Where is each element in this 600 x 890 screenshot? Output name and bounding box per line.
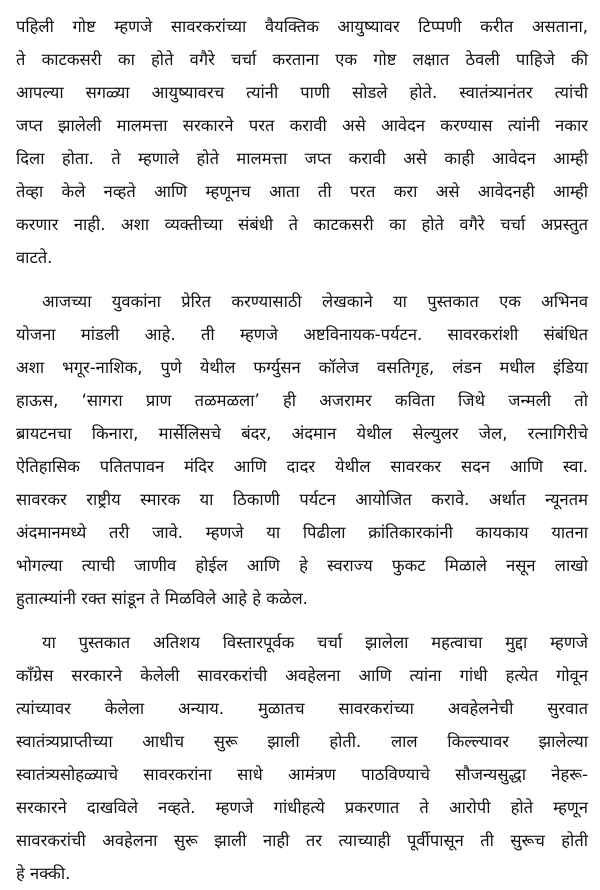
text-line: ऐतिहासिक पतितपावन मंदिर आणि दादर येथील सावरकर सदन आणि स्वा. [16,457,588,476]
text-line: तेव्हा केले नव्हते आणि म्हणूनच आता ती परत करा असे आवेदनही आम्ही [16,182,588,201]
text-line: आपल्या सगळ्या आयुष्यावरच त्यांनी पाणी सोडले होते. स्वातंत्र्यानंतर त्यांची [16,83,588,102]
text-line: त्यांच्यावर केलेला अन्याय. मुळातच सावरकरांच्या अवहेलनेची सुरवात [16,699,588,718]
text-line: हुतात्म्यांनी रक्त सांडून ते मिळविले आहे हे कळेल. [16,589,308,608]
text-line: दिला होता. ते म्हणाले होते मालमत्ता जप्त करावी असे काही आवेदन आम्ही [16,149,588,168]
paragraph-2 [16,285,588,615]
text-line: योजना मांडली आहे. ती म्हणजे अष्टविनायक-पर्यटन. सावरकरांशी संबंधित [16,325,588,344]
paragraph-1 [16,10,588,274]
text-line: ते काटकसरी का होते वगैरे चर्चा करताना एक गोष्ट लक्षात ठेवली पाहिजे की [16,50,588,69]
text-line: सावरकर राष्ट्रीय स्मारक या ठिकाणी पर्यटन आयोजित करावे. अर्थात न्यूनतम [16,490,588,509]
text-line: पहिली गोष्ट म्हणजे सावरकरांच्या वैयक्तिक आयुष्यावर टिप्पणी करीत असताना, [16,17,588,36]
text-line: सरकारने दाखविले नव्हते. म्हणजे गांधीहत्ये प्रकरणात ते आरोपी होते म्हणून [16,798,588,817]
text-line: काँग्रेस सरकारने केलेली सावरकरांची अवहेलना आणि त्यांना गांधी हत्येत गोवून [16,666,588,685]
text-line: हाऊस, ‘सागरा प्राण तळमळला’ ही अजरामर कविता जिथे जन्मली तो [16,391,588,410]
text-line: अशा भगूर-नाशिक, पुणे येथील फर्ग्युसन कॉलेज वसतिगृह, लंडन मधील इंडिया [16,358,588,377]
text-line: अंदमानमध्ये तरी जावे. म्हणजे या पिढीला क्रांतिकारकांनी कायकाय यातना [16,523,588,542]
text-line: करणार नाही. अशा व्यक्तीच्या संबंधी ते काटकसरी का होते वगैरे चर्चा अप्रस्तुत [16,215,588,234]
text-line: हे नक्की. [16,864,71,883]
text-line: जप्त झालेली मालमत्ता सरकारने परत करावी असे आवेदन करण्यास त्यांनी नकार [16,116,588,135]
text-line: सावरकरांची अवहेलना सुरू झाली नाही तर त्याच्याही पूर्वीपासून ती सुरूच होती [16,831,588,850]
text-line: ब्रायटनचा किनारा, मार्सेलिसचे बंदर, अंदमान येथील सेल्युलर जेल, रत्नागिरीचे [16,424,588,443]
text-line: स्वातंत्र्यप्राप्तीच्या आधीच सुरू झाली होती. लाल किल्ल्यावर झालेल्या [16,732,588,751]
text-line: वाटते. [16,248,53,267]
paragraph-3 [16,626,588,890]
text-line: या पुस्तकात अतिशय विस्तारपूर्वक चर्चा झालेला महत्वाचा मुद्दा म्हणजे [42,633,588,652]
text-line: स्वातंत्र्यसोहळ्याचे सावरकरांना साधे आमंत्रण पाठविण्याचे सौजन्यसुद्धा नेहरू- [16,765,588,784]
text-line: भोगल्या त्याची जाणीव होईल आणि हे स्वराज्य फुकट मिळाले नसून लाखो [16,556,588,575]
text-line: आजच्या युवकांना प्रेरित करण्यासाठी लेखकाने या पुस्तकात एक अभिनव [42,292,588,311]
